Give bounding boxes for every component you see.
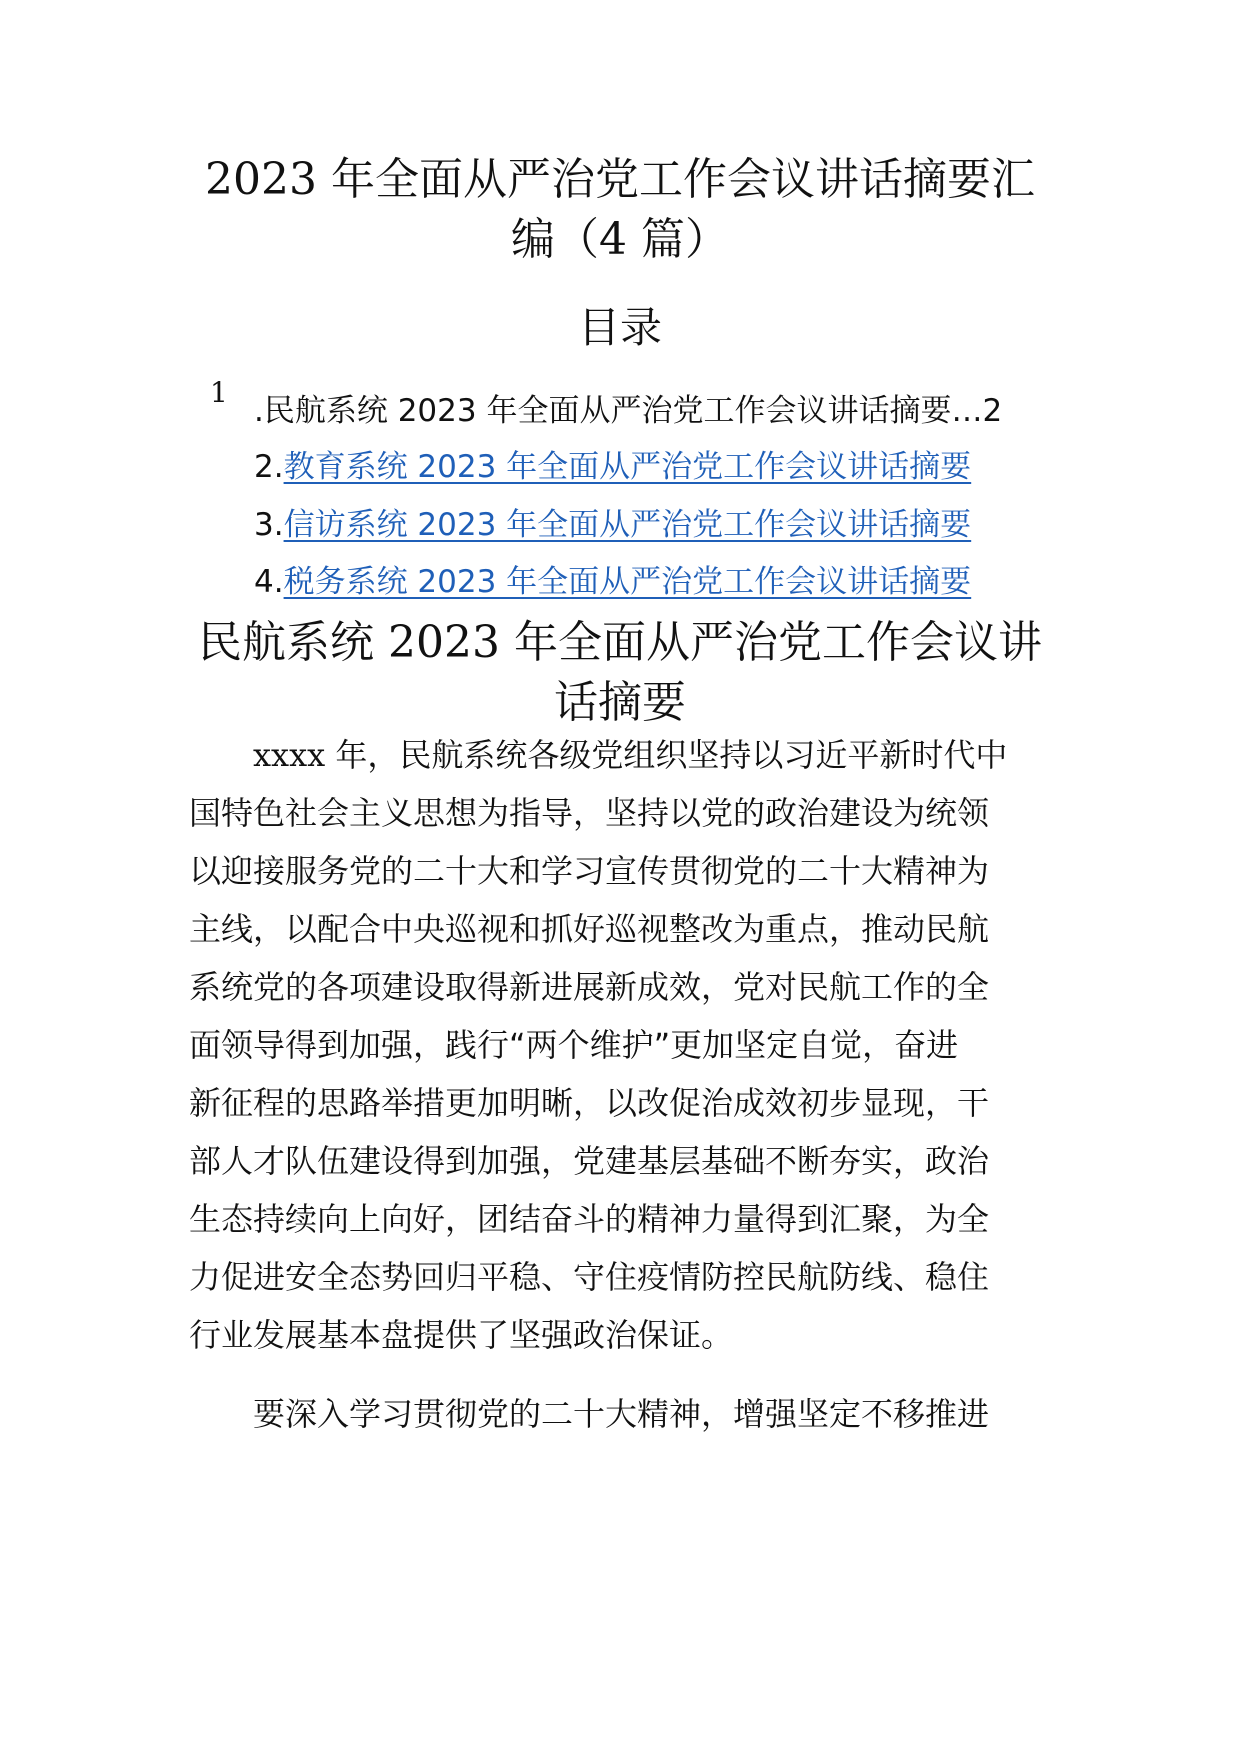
document-title-line-2: 编（4 篇） — [511, 214, 729, 265]
paragraph-1-line-7: 新征程的思路举措更加明晰，以改促治成效初步显现，干 — [189, 1084, 990, 1122]
document-title-line-1: 2023 年全面从严治党工作会议讲话摘要汇 — [205, 154, 1035, 205]
toc-item-2-link[interactable]: 教育系统 2023 年全面从严治党工作会议讲话摘要 — [283, 449, 972, 485]
toc-item-3-link[interactable]: 信访系统 2023 年全面从严治党工作会议讲话摘要 — [283, 507, 972, 543]
paragraph-1-line-4: 主线，以配合中央巡视和抓好巡视整改为重点，推动民航 — [189, 910, 990, 948]
toc-item-1-text: .民航系统 2023 年全面从严治党工作会议讲话摘要…2 — [254, 393, 1003, 429]
paragraph-1-line-2: 国特色社会主义思想为指导，坚持以党的政治建设为统领 — [189, 794, 990, 832]
paragraph-1-line-5: 系统党的各项建设取得新进展新成效，党对民航工作的全 — [189, 968, 990, 1006]
toc-item-1[interactable] — [254, 389, 1002, 433]
toc-number: 1 — [210, 376, 228, 409]
paragraph-1-line-10: 力促进安全态势回归平稳、守住疫情防控民航防线、稳住 — [189, 1258, 990, 1296]
paragraph-1-line-1-text: 年，民航系统各级党组织坚持以习近平新时代中 — [325, 736, 1008, 774]
section-title-line-2: 话摘要 — [554, 677, 686, 728]
paragraph-1-lead: xxxx — [253, 736, 326, 774]
toc-item-2[interactable] — [254, 445, 971, 489]
toc-item-3[interactable] — [254, 503, 971, 547]
section-title-line-1: 民航系统 2023 年全面从严治党工作会议讲 — [198, 617, 1042, 668]
paragraph-1-line-8: 部人才队伍建设得到加强，党建基层基础不断夯实，政治 — [189, 1142, 990, 1180]
toc-item-4-link[interactable]: 税务系统 2023 年全面从严治党工作会议讲话摘要 — [283, 564, 972, 600]
paragraph-1-line-11: 行业发展基本盘提供了坚强政治保证。 — [189, 1316, 734, 1354]
paragraph-1-line-9: 生态持续向上向好，团结奋斗的精神力量得到汇聚，为全 — [189, 1200, 990, 1238]
toc-item-4[interactable] — [254, 560, 971, 604]
paragraph-1-line-6: 面领导得到加强，践行“两个维护”更加坚定自觉，奋进 — [189, 1026, 959, 1064]
paragraph-1-line-1 — [253, 733, 1007, 777]
toc-item-2-prefix: 2. — [254, 449, 284, 485]
toc-heading: 目录 — [577, 303, 662, 352]
toc-item-4-prefix: 4. — [254, 564, 284, 600]
paragraph-1-line-3: 以迎接服务党的二十大和学习宣传贯彻党的二十大精神为 — [189, 852, 990, 890]
toc-item-3-prefix: 3. — [254, 507, 284, 543]
paragraph-2-line-1: 要深入学习贯彻党的二十大精神，增强坚定不移推进 — [253, 1395, 990, 1433]
